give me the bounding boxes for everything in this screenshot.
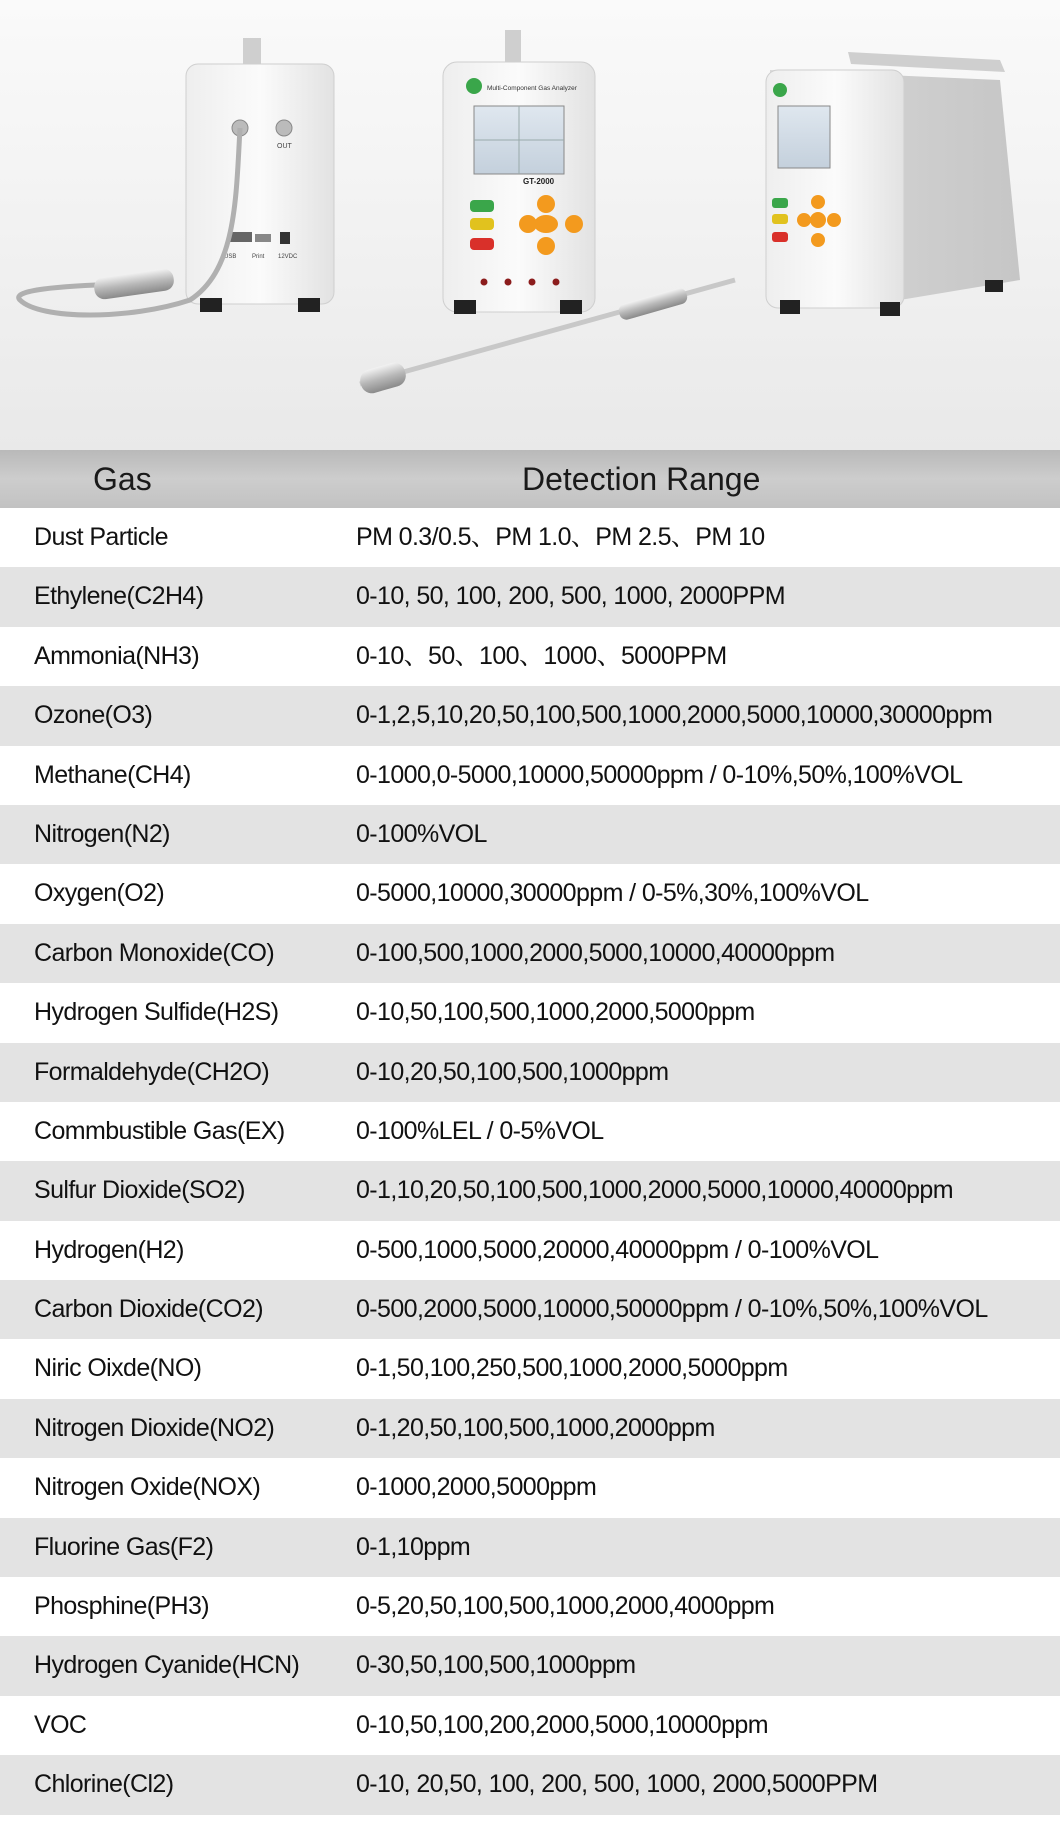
detection-range-cell: 0-100%LEL / 0-5%VOL	[356, 1116, 604, 1145]
gas-name-cell: Ozone(O3)	[34, 701, 153, 730]
gas-name-cell: Hydrogen(H2)	[34, 1235, 184, 1264]
detection-range-cell: 0-1,20,50,100,500,1000,2000ppm	[356, 1413, 715, 1442]
gas-name-cell: Nitrogen Oxide(NOX)	[34, 1473, 261, 1502]
detection-range-cell: 0-1,50,100,250,500,1000,2000,5000ppm	[356, 1354, 788, 1383]
detection-range-cell: 0-1000,2000,5000ppm	[356, 1473, 597, 1502]
gas-name-cell: Chlorine(Cl2)	[34, 1770, 174, 1799]
gas-analyzer-illustration	[0, 0, 1060, 450]
table-row	[0, 1161, 1060, 1220]
table-row	[0, 924, 1060, 983]
table-row	[0, 864, 1060, 923]
detection-range-cell: PM 0.3/0.5、PM 1.0、PM 2.5、PM 10	[356, 523, 765, 551]
device-brand-line: Multi-Component Gas Analyzer	[487, 85, 577, 92]
detection-range-cell: 0-5,20,50,100,500,1000,2000,4000ppm	[356, 1592, 775, 1621]
detection-range-cell: 0-10、50、100、1000、5000PPM	[356, 641, 727, 670]
table-row	[0, 983, 1060, 1042]
detection-range-cell: 0-10, 20,50, 100, 200, 500, 1000, 2000,5000PPM	[356, 1770, 878, 1799]
table-row	[0, 1518, 1060, 1577]
detection-range-table	[0, 450, 1060, 1815]
table-row	[0, 1755, 1060, 1814]
gas-name-cell: Sulfur Dioxide(SO2)	[34, 1176, 245, 1205]
table-row	[0, 1577, 1060, 1636]
detection-range-cell: 0-1000,0-5000,10000,50000ppm / 0-10%,50%,100%VOL	[356, 760, 963, 789]
table-row	[0, 746, 1060, 805]
gas-name-cell: Carbon Monoxide(CO)	[34, 938, 275, 967]
gas-name-cell: Hydrogen Sulfide(H2S)	[34, 998, 279, 1027]
detection-range-cell: 0-1,10ppm	[356, 1532, 471, 1561]
device-front-view	[358, 30, 735, 396]
device-angled-view	[766, 52, 1020, 316]
gas-name-cell: Phosphine(PH3)	[34, 1592, 210, 1621]
gas-name-cell: Formaldehyde(CH2O)	[34, 1057, 270, 1086]
table-row	[0, 1280, 1060, 1339]
rear-label-12vdc: 12VDC	[278, 254, 298, 260]
rear-label-print: Print	[252, 254, 265, 260]
gas-name-cell: Commbustible Gas(EX)	[34, 1116, 285, 1145]
gas-name-cell: Niric Oixde(NO)	[34, 1354, 202, 1383]
table-body	[0, 508, 1060, 1815]
header-detection-range: Detection Range	[522, 461, 761, 497]
gas-name-cell: Fluorine Gas(F2)	[34, 1532, 214, 1561]
table-row	[0, 1043, 1060, 1102]
gas-name-cell: Carbon Dioxide(CO2)	[34, 1295, 263, 1324]
device-model-label: GT-2000	[523, 177, 555, 186]
detection-range-cell: 0-1,10,20,50,100,500,1000,2000,5000,10000,40000ppm	[356, 1176, 953, 1205]
gas-name-cell: Dust Particle	[34, 523, 168, 551]
gas-name-cell: Oxygen(O2)	[34, 879, 165, 908]
gas-name-cell: Ammonia(NH3)	[34, 641, 200, 670]
gas-name-cell: Methane(CH4)	[34, 760, 191, 789]
gas-name-cell: VOC	[34, 1710, 87, 1739]
table-row	[0, 567, 1060, 626]
gas-name-cell: Ethylene(C2H4)	[34, 582, 204, 611]
detection-range-cell: 0-10, 50, 100, 200, 500, 1000, 2000PPM	[356, 582, 785, 611]
device-rear-view	[19, 38, 334, 315]
rear-label-usb: USB	[224, 254, 237, 260]
table-row	[0, 805, 1060, 864]
header-gas: Gas	[93, 461, 152, 497]
detection-range-cell: 0-10,50,100,200,2000,5000,10000ppm	[356, 1710, 768, 1739]
detection-range-cell: 0-5000,10000,30000ppm / 0-5%,30%,100%VOL	[356, 879, 869, 908]
table-row	[0, 508, 1060, 567]
gas-name-cell: Nitrogen Dioxide(NO2)	[34, 1413, 275, 1442]
gas-name-cell: Nitrogen(N2)	[34, 819, 170, 848]
table-header	[0, 450, 1060, 508]
table-row	[0, 1458, 1060, 1517]
table-row	[0, 1696, 1060, 1755]
rear-label-out: OUT	[277, 143, 292, 150]
table-row	[0, 1399, 1060, 1458]
detection-range-cell: 0-100%VOL	[356, 819, 487, 848]
table-row	[0, 1221, 1060, 1280]
table-row	[0, 627, 1060, 686]
detection-range-cell: 0-1,2,5,10,20,50,100,500,1000,2000,5000,10000,30000ppm	[356, 701, 993, 730]
product-photo	[0, 0, 1060, 450]
detection-range-cell: 0-500,1000,5000,20000,40000ppm / 0-100%VOL	[356, 1235, 879, 1264]
table-row	[0, 686, 1060, 745]
gas-name-cell: Hydrogen Cyanide(HCN)	[34, 1651, 300, 1680]
table-row	[0, 1339, 1060, 1398]
table-row	[0, 1102, 1060, 1161]
detection-range-cell: 0-10,20,50,100,500,1000ppm	[356, 1057, 669, 1086]
table-row	[0, 1636, 1060, 1695]
detection-range-cell: 0-500,2000,5000,10000,50000ppm / 0-10%,50%,100%VOL	[356, 1295, 988, 1324]
detection-range-cell: 0-10,50,100,500,1000,2000,5000ppm	[356, 998, 755, 1027]
detection-range-cell: 0-100,500,1000,2000,5000,10000,40000ppm	[356, 938, 835, 967]
detection-range-cell: 0-30,50,100,500,1000ppm	[356, 1651, 636, 1680]
